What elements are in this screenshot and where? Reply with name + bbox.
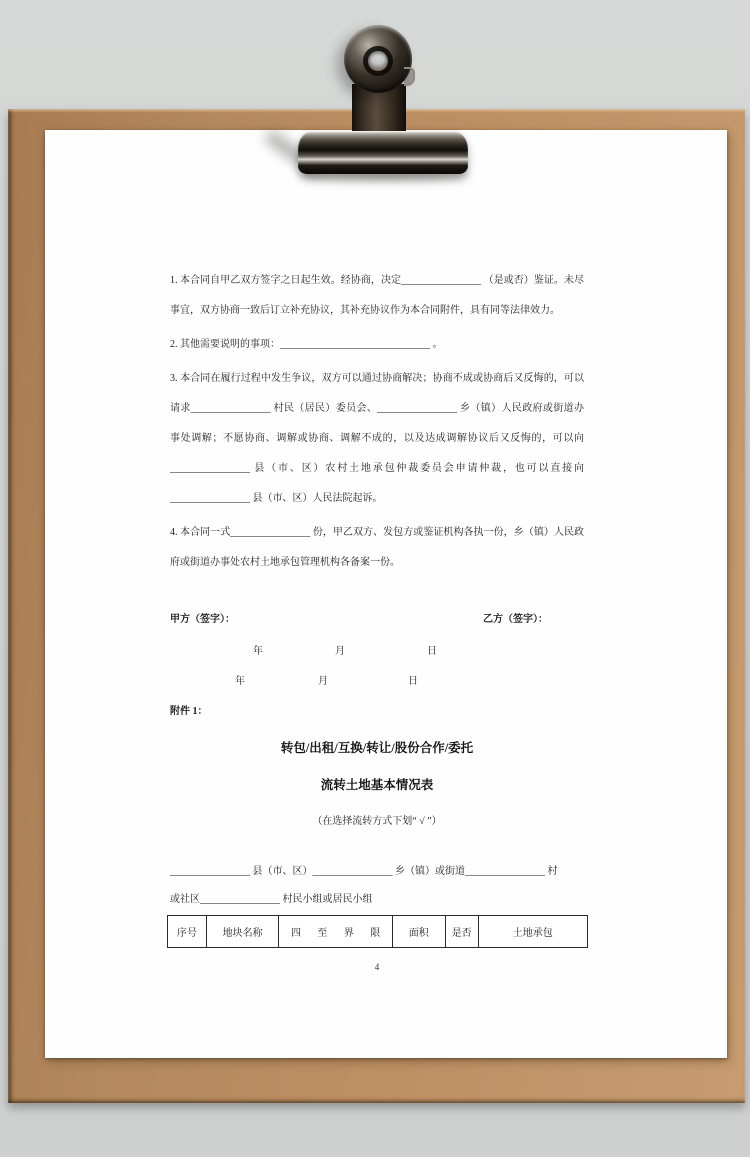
- party-b-signature-label: 乙方（签字）：: [483, 614, 548, 625]
- contract-clause: 3. 本合同在履行过程中发生争议，双方可以通过协商解决；协商不成或协商后又反悔的，可以请求________________ 村民（居民）委员会、________________ 乡（镇）人民政府或街道办事处调解；不愿协商、调解或协商、调解不成的，以及达成调解协议后又反悔的，可以向________________ 县（市、区）农村土地承包仲裁委员会申请仲裁，也可以直接向________________ 县（市、区）人民法院起诉。: [170, 373, 584, 504]
- contract-clause: 1. 本合同自甲乙双方签字之日起生效。经协商，决定________________ （是或否）鉴证。未尽事宜，双方协商一致后订立补充协议，其补充协议作为本合同附件，具有同等法律效力。: [170, 275, 584, 316]
- table-header-cell: 土地承包: [478, 916, 587, 947]
- table-header-cell: 是否: [445, 916, 478, 947]
- clip-hook: [404, 67, 415, 86]
- table-header-cell: 地块名称: [206, 916, 279, 947]
- document-page: [45, 130, 727, 1058]
- attachment-title-line2: 流转土地基本情况表: [320, 778, 434, 792]
- date-day-label: 日: [427, 646, 437, 657]
- land-info-table: [167, 915, 588, 948]
- table-header-cell: 面积: [392, 916, 445, 947]
- clip-head: [344, 25, 412, 93]
- date-month-label: 月: [335, 646, 345, 657]
- table-header-cell: 四 至 界 限: [278, 916, 391, 947]
- clip-hole: [368, 51, 388, 71]
- contract-clauses: [170, 266, 584, 582]
- contract-clause: 2. 其他需要说明的事项：______________________________ 。: [170, 339, 443, 350]
- date-day-label: 日: [408, 676, 418, 687]
- date-month-label: 月: [318, 676, 328, 687]
- party-a-signature-label: 甲方（签字）：: [170, 614, 235, 625]
- date-year-label: 年: [253, 646, 263, 657]
- attachment-instruction: （在选择流转方式下划“ √ ”）: [312, 816, 442, 827]
- location-line1: ________________ 县（市、区）________________ 乡（镇）或街道________________ 村: [170, 866, 558, 877]
- contract-clause: 4. 本合同一式________________ 份，甲乙双方、发包方或鉴证机构各执一份，乡（镇）人民政府或街道办事处农村土地承包管理机构各备案一份。: [170, 527, 584, 568]
- date-year-label: 年: [235, 676, 245, 687]
- table-header-cell: 序号: [176, 928, 197, 939]
- attachment-heading: 附件 1：: [170, 706, 208, 717]
- attachment-title-line1: 转包/出租/互换/转让/股份合作/委托: [280, 741, 474, 755]
- location-line2: 或社区________________ 村民小组或居民小组: [170, 894, 373, 905]
- page-number: 4: [374, 962, 380, 972]
